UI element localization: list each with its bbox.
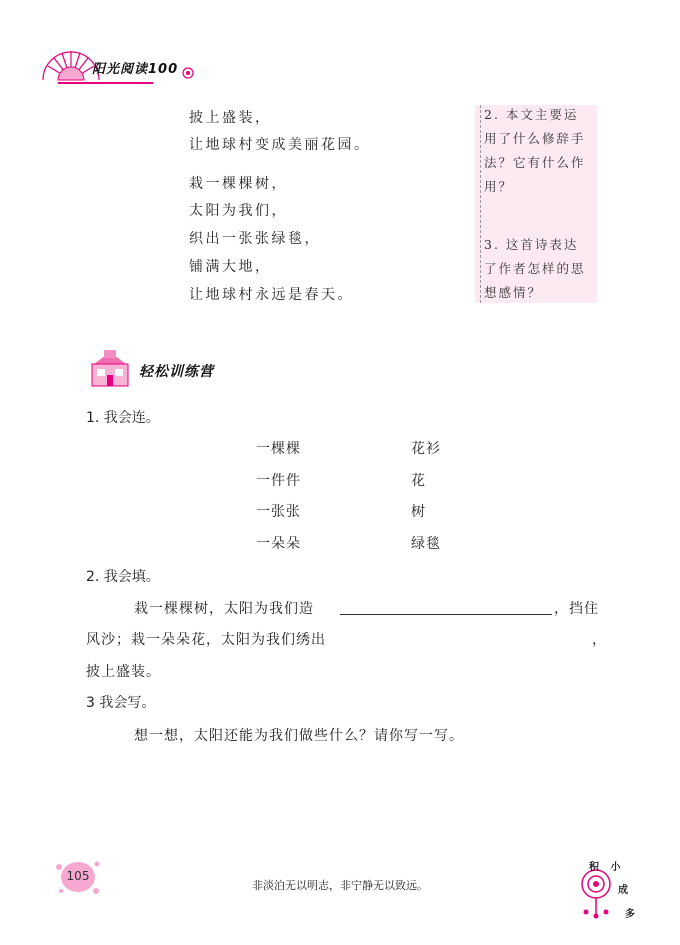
header-rule: [58, 82, 153, 84]
fill-text: 披上盛装。: [86, 664, 161, 680]
page-number: 105: [66, 869, 90, 883]
footer-motto: 非淡泊无以明志，非宁静无以致远。: [252, 879, 428, 892]
writing-prompt: 想一想，太阳还能为我们做些什么？请你写一写。: [134, 728, 464, 744]
poem-line: 让地球村永远是春天。: [189, 287, 354, 303]
sidebar-divider: [480, 105, 481, 303]
match-left-item: 一张张: [256, 504, 301, 520]
sidebar-question-3: 3. 这首诗表达了作者怎样的思想感情？: [484, 237, 586, 300]
fill-text: ，挡住: [554, 601, 599, 617]
logo-text: 成: [618, 885, 628, 896]
house-icon: [86, 348, 134, 392]
match-right-item: 树: [411, 504, 426, 520]
logo-text: 多: [625, 909, 635, 920]
poem-line: 太阳为我们，: [189, 203, 288, 219]
match-left-item: 一棵棵: [256, 441, 301, 457]
poem-line: 栽一棵棵树，: [189, 176, 288, 192]
match-right-item: 花: [411, 473, 426, 489]
poem-line: 披上盛装，: [189, 110, 272, 126]
match-left-item: 一件件: [256, 473, 301, 489]
section-title: 轻松训练营: [139, 364, 214, 380]
logo-text: 积 小: [589, 862, 625, 873]
fill-text: 栽一棵棵树，太阳为我们造: [134, 601, 314, 617]
match-left-item: 一朵朵: [256, 536, 301, 552]
poem-line: 织出一张张绿毯，: [189, 231, 321, 247]
exercise-3-label: 3 我会写。: [86, 695, 156, 711]
fill-text: 风沙；栽一朵朵花，太阳为我们绣出: [86, 632, 326, 648]
exercise-1-label: 1. 我会连。: [86, 410, 160, 426]
match-right-item: 绿毯: [411, 536, 441, 552]
poem-line: 铺满大地，: [189, 259, 272, 275]
fill-text: ，: [592, 632, 607, 648]
sidebar-question-2: 2. 本文主要运用了什么修辞手法？它有什么作用？: [484, 107, 586, 194]
exercise-2-label: 2. 我会填。: [86, 569, 160, 585]
poem-line: 让地球村变成美丽花园。: [189, 137, 371, 153]
header-title: 阳光阅读100: [92, 62, 179, 77]
answer-blank[interactable]: [340, 614, 552, 615]
match-right-item: 花衫: [411, 441, 441, 457]
